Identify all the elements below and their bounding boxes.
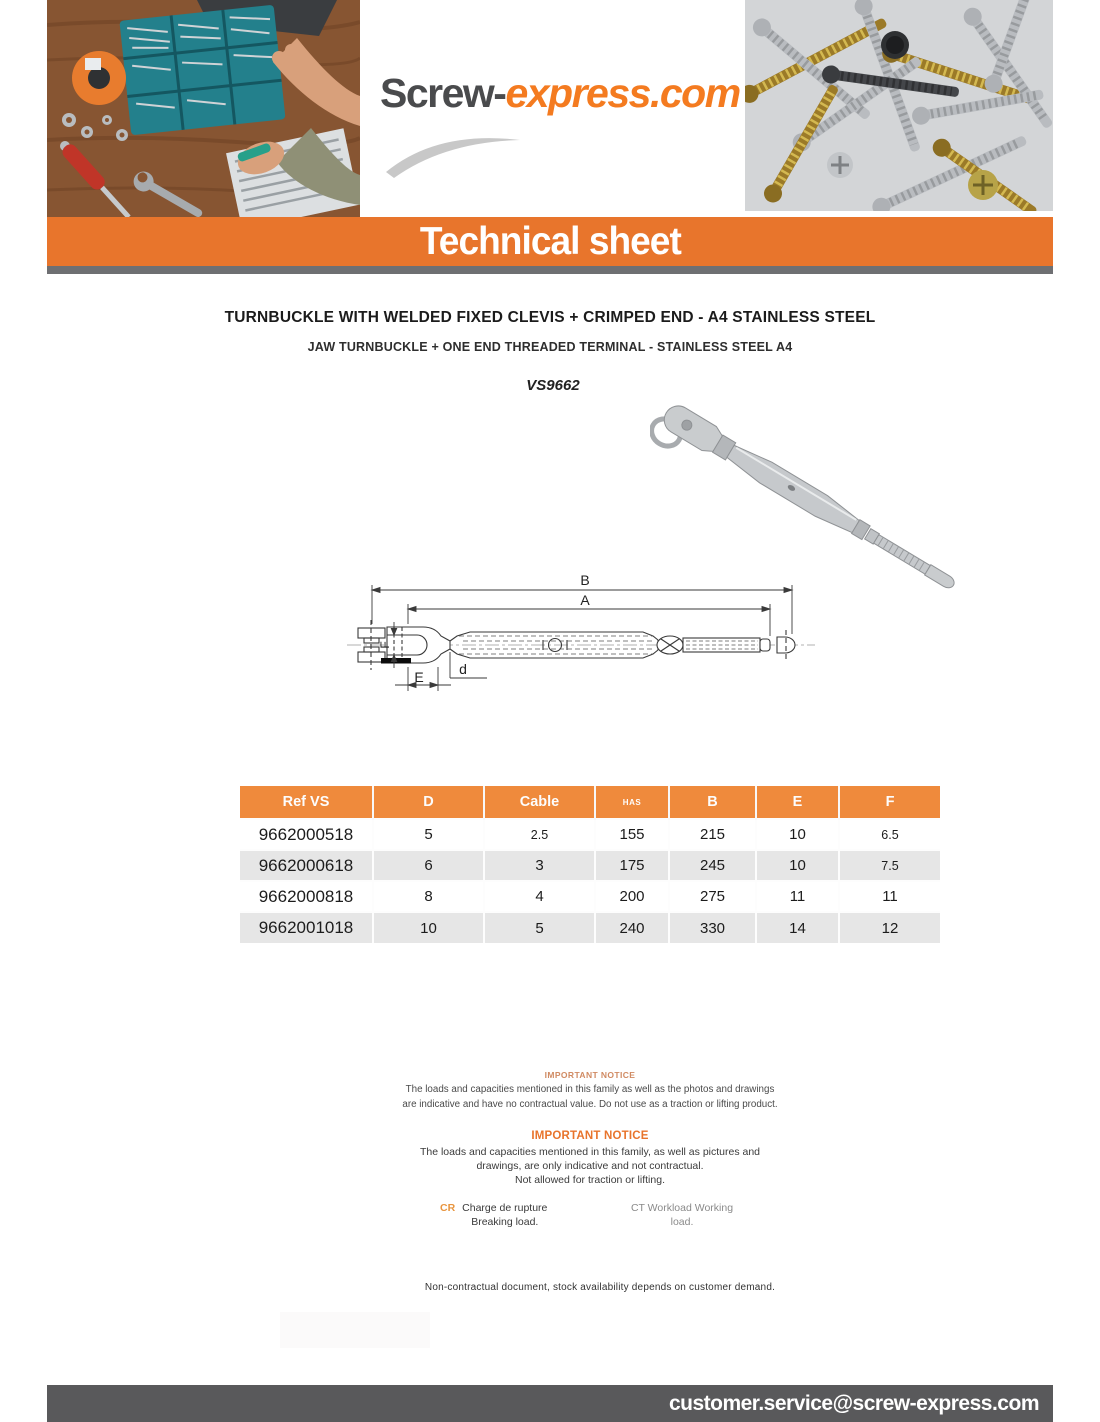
cell-cable: 2.5 [484, 819, 595, 850]
faint-watermark-box [280, 1312, 430, 1348]
footer-bar [47, 1385, 1053, 1422]
table-row [240, 912, 940, 943]
cell-b: 275 [669, 881, 756, 912]
cell-has: 200 [595, 881, 669, 912]
cell-d: 6 [373, 850, 484, 881]
cell-has: 240 [595, 912, 669, 943]
notice-heading: IMPORTANT NOTICE [531, 1130, 649, 1142]
cell-f: 12 [839, 912, 940, 943]
cell-cable: 4 [484, 881, 595, 912]
tape-measure [72, 51, 126, 105]
cell-f: 7.5 [839, 850, 940, 881]
cell-ref: 9662000518 [258, 824, 354, 844]
col-header-ref-vs: Ref VS [240, 786, 373, 819]
logo-swoosh-icon [382, 126, 527, 178]
cell-b: 215 [669, 819, 756, 850]
dim-label-A: A [580, 592, 590, 608]
dim-label-E: E [414, 669, 424, 685]
cell-ref: 9662001018 [240, 912, 373, 943]
screws-photo [745, 0, 1053, 211]
workbench-photo-illustration [47, 0, 360, 217]
cell-d: 5 [373, 819, 484, 850]
product-subtitle: JAW TURNBUCKLE + ONE END THREADED TERMINAL - STAINLESS STEEL A4 [307, 340, 793, 354]
cell-e: 10 [756, 850, 839, 881]
workload-legend: CT Workload Working load. [630, 1202, 734, 1228]
important-notice-large [400, 1130, 780, 1188]
col-header-e: E [756, 786, 839, 819]
cell-ref: 9662000618 [240, 850, 373, 881]
notice-body-line1: The loads and capacities mentioned in this family, as well as pictures and drawings, are only indicative and not contractual. [419, 1146, 761, 1173]
cell-d: 8 [373, 881, 484, 912]
cell-b: 330 [669, 912, 756, 943]
cell-has: 175 [595, 850, 669, 881]
notice-heading: IMPORTANT NOTICE [544, 1070, 636, 1080]
cell-cable: 3 [484, 850, 595, 881]
table-header-row [240, 786, 940, 819]
part-outline [358, 620, 795, 670]
dim-label-B: B [580, 572, 590, 588]
logo-text-screw: Screw- [380, 70, 506, 116]
customer-service-email: customer.service@screw-express.com [668, 1392, 1039, 1415]
cell-cable: 5 [484, 912, 595, 943]
threaded-stud [874, 535, 931, 574]
product-reference: VS9662 [526, 377, 580, 394]
cell-b: 245 [669, 850, 756, 881]
cell-f: 6.5 [839, 819, 940, 850]
notice-body: The loads and capacities mentioned in this family as well as the photos and drawings are indicative and have no contractual value. Do not use as a traction or lifting product. [402, 1084, 778, 1110]
cell-e: 10 [756, 819, 839, 850]
organizer-box [119, 5, 285, 136]
important-notice-small [400, 1070, 780, 1112]
cell-has: 155 [595, 819, 669, 850]
product-title: TURNBUCKLE WITH WELDED FIXED CLEVIS + CRIMPED END - A4 STAINLESS STEEL [224, 309, 876, 326]
logo-text-express: express.com [505, 70, 740, 116]
table-row [240, 881, 940, 912]
logo [360, 0, 745, 217]
cr-description [462, 1202, 547, 1229]
col-header-b: B [669, 786, 756, 819]
non-contractual-note: Non-contractual document, stock availability depends on customer demand. [424, 1282, 776, 1293]
cell-e: 11 [756, 881, 839, 912]
banner-title: Technical sheet [419, 220, 681, 263]
col-header-has: HAS [595, 786, 669, 819]
dim-label-F: F [378, 641, 392, 649]
cell-e: 14 [756, 912, 839, 943]
col-header-d: D [373, 786, 484, 819]
table-row [240, 819, 940, 850]
cr-line-english: Breaking load. [471, 1215, 539, 1228]
dimensions-table [240, 786, 940, 943]
technical-drawing [345, 572, 845, 712]
cell-ref: 9662000818 [258, 886, 354, 906]
cr-abbreviation: CR [440, 1202, 456, 1214]
breaking-load-legend [440, 1202, 547, 1229]
col-header-cable: Cable [484, 786, 595, 819]
screws-photo-illustration [745, 0, 1053, 211]
banner-divider [47, 266, 1053, 274]
cell-d: 10 [373, 912, 484, 943]
dim-label-d: d [459, 661, 467, 677]
technical-sheet-banner [47, 217, 1053, 266]
notice-body-line2: Not allowed for traction or lifting. [515, 1174, 665, 1187]
swage-tip [925, 565, 957, 591]
cr-line-french: Charge de rupture [462, 1202, 548, 1214]
dimension-drawing [345, 572, 845, 712]
logo-wordmark [380, 70, 740, 117]
col-header-f: F [839, 786, 940, 819]
workbench-photo [47, 0, 360, 217]
table-row [240, 850, 940, 881]
cell-f: 11 [839, 881, 940, 912]
